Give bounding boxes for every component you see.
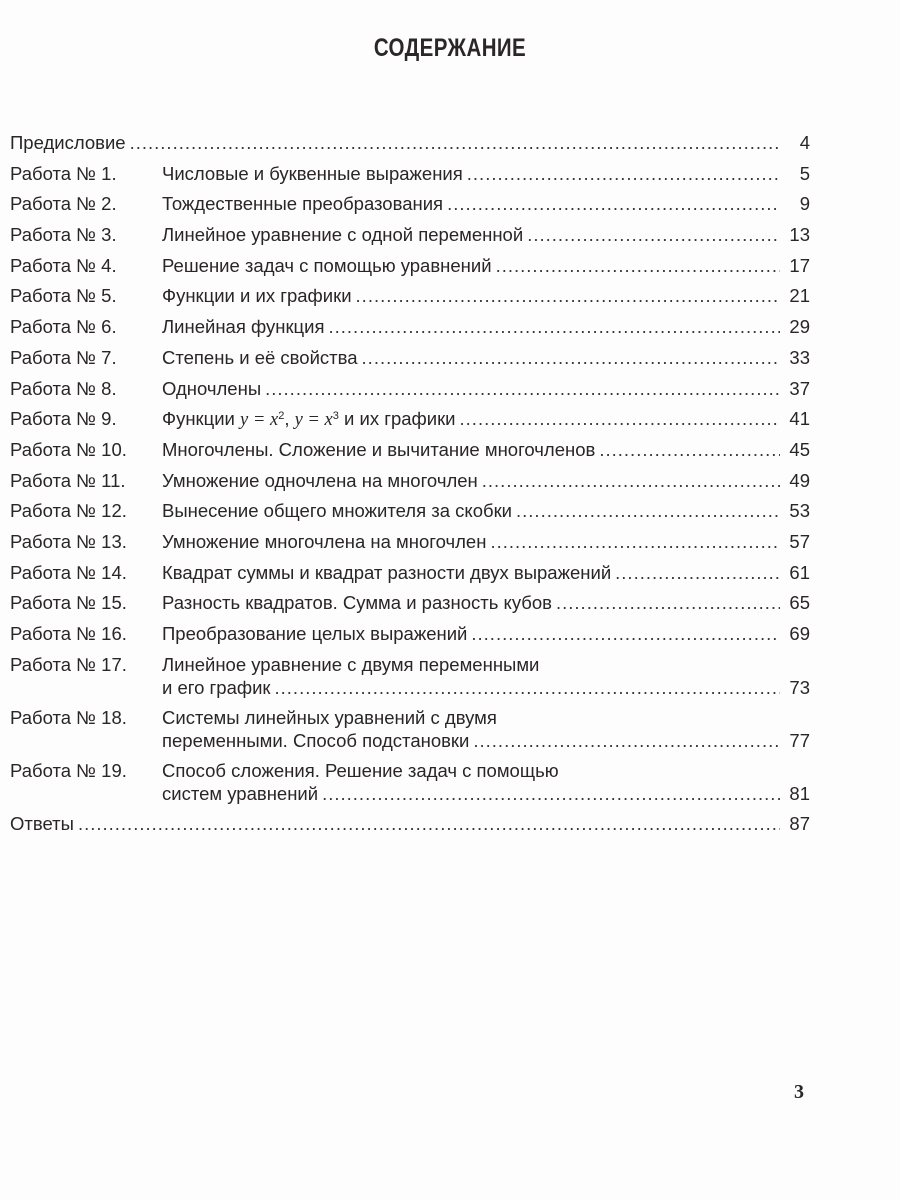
toc-entry-title: Квадрат суммы и квадрат разности двух выражений bbox=[162, 561, 612, 583]
toc-entry-label: Работа № 4. bbox=[10, 254, 117, 276]
exponent: 2 bbox=[278, 410, 285, 423]
leader-dots bbox=[467, 163, 780, 185]
toc-page-number: 45 bbox=[789, 438, 810, 460]
toc-entry-title: Многочлены. Сложение и вычитание многочленов bbox=[162, 438, 596, 460]
toc-page-number: 49 bbox=[789, 469, 810, 491]
title-text: Функции bbox=[162, 408, 241, 430]
toc-entry-label: Работа № 16. bbox=[10, 623, 127, 644]
page-number: 3 bbox=[794, 1081, 804, 1103]
toc-entry[interactable] bbox=[10, 283, 810, 314]
toc-entry[interactable] bbox=[10, 376, 810, 407]
toc-page-number: 53 bbox=[789, 500, 810, 522]
toc-page-number: 9 bbox=[799, 193, 810, 215]
toc-entry[interactable] bbox=[10, 468, 810, 499]
leader-dots bbox=[322, 783, 780, 805]
toc-page-number: 5 bbox=[799, 162, 810, 184]
toc-page-number: 33 bbox=[789, 346, 810, 368]
toc-entry[interactable] bbox=[10, 253, 810, 284]
toc-entry[interactable] bbox=[10, 314, 810, 345]
leader-dots bbox=[362, 347, 780, 369]
toc-entry[interactable] bbox=[10, 406, 810, 437]
leader-dots bbox=[473, 730, 780, 752]
toc-page-number: 57 bbox=[789, 530, 810, 552]
toc-entry-title: Функции и их графики bbox=[162, 285, 352, 307]
toc-entry-label: Работа № 19. bbox=[10, 759, 127, 781]
toc-entry-title: Степень и её свойства bbox=[162, 346, 358, 368]
toc-entry-label: Работа № 6. bbox=[10, 316, 117, 338]
toc-page-number: 87 bbox=[789, 812, 810, 834]
leader-dots bbox=[516, 500, 780, 522]
toc-entry[interactable] bbox=[10, 652, 810, 705]
toc-page-number: 65 bbox=[789, 592, 810, 614]
toc-entry-title: Решение задач с помощью уравнений bbox=[162, 254, 492, 276]
toc-entry-title: Линейное уравнение с двумя переменными bbox=[162, 653, 540, 675]
toc-entry-title: Умножение одночлена на многочлен bbox=[162, 469, 478, 491]
exponent: 3 bbox=[332, 410, 339, 423]
toc-entry-title: Линейное уравнение с одной переменной bbox=[162, 224, 524, 246]
toc-entry-label: Работа № 13. bbox=[10, 530, 127, 552]
toc-entry[interactable] bbox=[10, 161, 810, 192]
toc-page-number: 41 bbox=[789, 408, 810, 430]
toc-entry[interactable] bbox=[10, 222, 810, 253]
toc-entry-title-cont: переменными. Способ подстановки bbox=[162, 729, 470, 751]
toc-entry-label: Работа № 12. bbox=[10, 500, 127, 522]
toc-entry-title-cont: систем уравнений bbox=[162, 782, 319, 804]
toc-entry-label: Работа № 17. bbox=[10, 653, 127, 675]
toc-page-number: 37 bbox=[789, 377, 810, 399]
title-text: и их графики bbox=[338, 408, 456, 430]
separator: , bbox=[284, 408, 295, 430]
toc-entry-label: Работа № 9. bbox=[10, 408, 117, 430]
toc-page-number: 29 bbox=[789, 316, 810, 338]
bleed-through-text bbox=[130, 70, 136, 96]
formula: y = x bbox=[240, 410, 279, 431]
toc-page-number: 61 bbox=[789, 561, 810, 583]
toc-entry-title-cont: и его график bbox=[162, 676, 271, 698]
toc-entry-label: Работа № 7. bbox=[10, 346, 117, 368]
toc-entry-label: Работа № 1. bbox=[10, 162, 117, 184]
toc-entry-label: Работа № 8. bbox=[10, 377, 117, 399]
toc-page-number: 69 bbox=[789, 623, 810, 644]
toc-entry-title: Способ сложения. Решение задач с помощью bbox=[162, 759, 559, 781]
leader-dots bbox=[78, 813, 780, 835]
toc-entry-label: Работа № 14. bbox=[10, 561, 127, 583]
toc-entry-title: Одночлены bbox=[162, 377, 262, 399]
leader-dots bbox=[482, 470, 780, 492]
leader-dots bbox=[447, 193, 780, 215]
toc-entry-title: Тождественные преобразования bbox=[162, 193, 444, 215]
toc-entry-label: Работа № 11. bbox=[10, 469, 126, 491]
toc-entry[interactable] bbox=[10, 345, 810, 376]
leader-dots bbox=[556, 592, 780, 614]
toc-entry[interactable] bbox=[10, 758, 810, 811]
toc-entry-label: Работа № 5. bbox=[10, 285, 117, 307]
toc-page-number: 4 bbox=[799, 132, 810, 153]
toc-entry-label: Работа № 2. bbox=[10, 193, 117, 215]
toc-entry-label: Ответы bbox=[10, 812, 74, 834]
toc-page-number: 77 bbox=[789, 729, 810, 751]
toc-entry-answers[interactable] bbox=[10, 811, 810, 842]
leader-dots bbox=[460, 408, 780, 430]
toc-page-number: 81 bbox=[789, 782, 810, 804]
toc-page-number: 73 bbox=[789, 676, 810, 698]
leader-dots bbox=[490, 531, 780, 553]
toc-entry-label: Работа № 10. bbox=[10, 438, 127, 460]
leader-dots bbox=[265, 378, 780, 400]
page-title: СОДЕРЖАНИЕ bbox=[373, 34, 527, 62]
toc-entry-title: Вынесение общего множителя за скобки bbox=[162, 500, 513, 522]
toc-entry[interactable] bbox=[10, 529, 810, 560]
table-of-contents bbox=[10, 130, 810, 841]
toc-entry-preface[interactable] bbox=[10, 130, 810, 161]
formula: y = x bbox=[294, 410, 333, 431]
leader-dots bbox=[356, 285, 780, 307]
toc-page-number: 17 bbox=[789, 254, 810, 276]
leader-dots bbox=[615, 562, 780, 584]
toc-entry-title: Числовые и буквенные выражения bbox=[162, 162, 463, 184]
toc-page-number: 13 bbox=[789, 224, 810, 246]
leader-dots bbox=[275, 677, 780, 699]
leader-dots bbox=[130, 132, 780, 154]
toc-entry[interactable] bbox=[10, 437, 810, 468]
toc-entry[interactable] bbox=[10, 498, 810, 529]
leader-dots bbox=[599, 439, 780, 461]
toc-entry[interactable] bbox=[10, 191, 810, 222]
leader-dots bbox=[527, 224, 780, 246]
toc-entry[interactable] bbox=[10, 621, 810, 652]
toc-entry-label: Предисловие bbox=[10, 132, 126, 153]
toc-entry-title: Умножение многочлена на многочлен bbox=[162, 530, 487, 552]
toc-entry-title bbox=[162, 408, 456, 431]
toc-entry-title: Линейная функция bbox=[162, 316, 325, 338]
toc-entry[interactable] bbox=[10, 590, 810, 621]
toc-entry-label: Работа № 3. bbox=[10, 224, 117, 246]
leader-dots bbox=[329, 316, 781, 338]
leader-dots bbox=[496, 255, 780, 277]
toc-entry-title: Разность квадратов. Сумма и разность кубов bbox=[162, 592, 552, 614]
toc-entry-label: Работа № 18. bbox=[10, 706, 127, 728]
toc-entry[interactable] bbox=[10, 560, 810, 591]
toc-entry[interactable] bbox=[10, 705, 810, 758]
toc-entry-label: Работа № 15. bbox=[10, 592, 127, 614]
toc-entry-title: Системы линейных уравнений с двумя bbox=[162, 706, 497, 728]
toc-page-number: 21 bbox=[789, 285, 810, 307]
leader-dots bbox=[471, 623, 780, 645]
toc-entry-title: Преобразование целых выражений bbox=[162, 623, 468, 644]
